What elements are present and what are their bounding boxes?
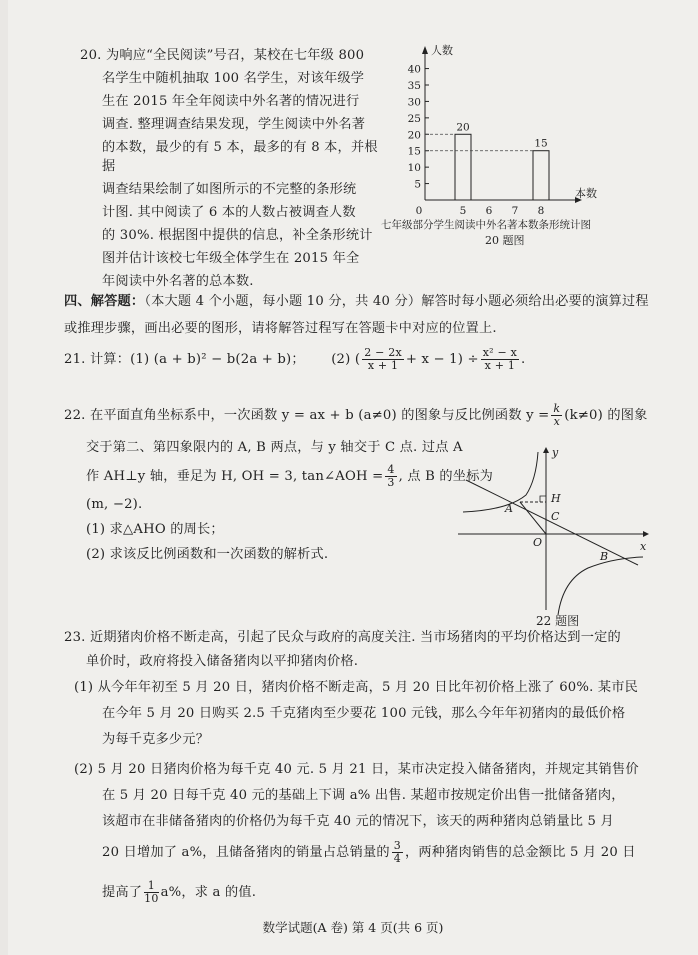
- y-tick-label: 40: [407, 63, 421, 76]
- q23-frac-3-4: [392, 840, 403, 865]
- q20-line: 名学生中随机抽取 100 名学生，对该年级学: [102, 71, 365, 86]
- q22-line: 交于第二、第四象限内的 A, B 两点，与 y 轴交于 C 点. 过点 A: [86, 440, 463, 455]
- q20-text: [80, 46, 390, 291]
- q23-part2: (2) 5 月 20 日猪肉价格为每千克 40 元. 5 月 21 日，某市决定投入储备猪肉，并规定其销售价: [74, 762, 639, 777]
- q23-text: [64, 628, 684, 908]
- q21: [64, 345, 684, 375]
- frac-denominator: 10: [144, 892, 159, 905]
- q22-figure: [448, 440, 658, 625]
- q20-line: 计图. 其中阅读了 6 本的人数占被调查人数: [102, 205, 356, 220]
- x-tick-label: 8: [537, 205, 545, 217]
- q20-line: 年阅读中外名著的总本数.: [102, 274, 254, 289]
- q21-frac2: [481, 347, 519, 372]
- section-4-instructions: [64, 292, 684, 338]
- section-4-text: 或推理步骤，画出必要的图形，请将解答过程写在答题卡中对应的位置上.: [64, 321, 497, 336]
- frac-numerator: 3: [393, 839, 401, 852]
- q22-line: 22. 在平面直角坐标系中，一次函数 y = ax + b (a≠0) 的图象与反比例函数 y =: [64, 408, 550, 423]
- q22-line: 作 AH⊥y 轴，垂足为 H, OH = 3, tan∠AOH =: [86, 469, 384, 484]
- q23-frac-1-10: [144, 880, 158, 905]
- q23-part2: 提高了: [102, 885, 143, 900]
- y-axis-arrow: [422, 46, 428, 54]
- q23-line: 23. 近期猪肉价格不断走高，引起了民众与政府的高度关注. 当市场猪肉的平均价格达到一定的: [64, 630, 621, 645]
- label-x: x: [640, 540, 647, 553]
- frac-numerator: 1: [144, 880, 158, 893]
- q23-part1: 为每千克多少元？: [102, 732, 210, 747]
- q22-k-frac: [551, 403, 562, 428]
- label-h: H: [551, 492, 561, 505]
- frac-denominator: 4: [393, 852, 401, 865]
- label-o: O: [533, 536, 543, 549]
- frac-numerator: 2 − 2x: [364, 346, 402, 359]
- q20-line: 调查结果绘制了如图所示的不完整的条形统: [102, 182, 357, 197]
- y-tick-label: 15: [407, 145, 421, 158]
- section-4-text: （本大题 4 个小题，每小题 10 分，共 40 分）解答时每小题必须给出必要的演算过程: [144, 294, 649, 309]
- q21-part1: 21. 计算：(1) (a + b)² − b(2a + b)；: [64, 352, 305, 367]
- frac-numerator: k: [553, 402, 561, 415]
- q20-bar-chart: [373, 40, 648, 250]
- q21-frac1: [362, 347, 404, 372]
- q21-part2-open: (2) (: [331, 352, 361, 367]
- y-axis-label: 人数: [431, 44, 453, 57]
- hyperbola-branch-lower-right: [558, 557, 643, 615]
- x-axis-label: 本数: [575, 187, 597, 200]
- chart-title: 七年级部分学生阅读中外名著本数条形统计图: [381, 219, 591, 231]
- q23-part2: 在 5 月 20 日每千克 40 元的基础上下调 a% 出售. 某超市按规定价出售一批储备猪肉，: [102, 788, 625, 803]
- q23-part2: ，两种猪肉销售的总金额比 5 月 20 日: [404, 845, 636, 860]
- frac-numerator: 4: [387, 463, 395, 476]
- chart-caption: 20 题图: [485, 234, 525, 247]
- right-angle-mark: [540, 496, 546, 502]
- q20-line: 图并估计该校七年级全体学生在 2015 年全: [102, 251, 360, 266]
- frac-denominator: 3: [387, 476, 395, 489]
- page-footer: 数学试题(A 卷) 第 4 页(共 6 页): [262, 920, 444, 935]
- bar-data-label: 15: [534, 137, 548, 150]
- label-b: B: [600, 550, 609, 563]
- label-y: y: [552, 446, 559, 459]
- q20-line: 的本数，最少的有 5 本，最多的有 8 本，并根据: [102, 140, 378, 174]
- frac-numerator: x² − x: [482, 346, 517, 359]
- section-4-heading: 四、解答题：: [64, 294, 145, 309]
- x-tick-label: 6: [485, 205, 493, 217]
- q22-line: (k≠0) 的图象: [564, 408, 648, 423]
- q23-line: 单价时，政府将投入储备猪肉以平抑猪肉价格.: [86, 654, 359, 669]
- q22-part2: (2) 求该反比例函数和一次函数的解析式.: [86, 547, 329, 562]
- q21-end: .: [520, 352, 526, 367]
- label-c: C: [551, 510, 560, 523]
- q23-part2: 该超市在非储备猪肉的价格仍为每千克 40 元的情况下，该天的两种猪肉总销量比 5 月: [102, 814, 614, 829]
- exam-page: [8, 0, 698, 955]
- y-tick-label: 10: [407, 162, 421, 175]
- q20-line: 20. 为响应“全民阅读”号召，某校在七年级 800: [80, 48, 365, 63]
- frac-denominator: x + 1: [484, 359, 516, 372]
- q23-part1: 在今年 5 月 20 日购买 2.5 千克猪肉至少要花 100 元钱，那么今年年初猪肉的最低价格: [102, 706, 626, 721]
- q21-part2-mid: + x − 1) ÷: [405, 352, 479, 367]
- y-tick-label: 20: [407, 129, 421, 142]
- label-a: A: [505, 502, 513, 515]
- q20-line: 生在 2015 年全年阅读中外名著的情况进行: [102, 94, 360, 109]
- q22-line: , 点 B 的坐标为: [398, 469, 493, 484]
- q22-tan-frac: [385, 464, 396, 489]
- frac-denominator: x + 1: [367, 359, 399, 372]
- bar-8: [533, 151, 549, 200]
- q20-line: 调查. 整理调查结果发现，学生阅读中外名著: [102, 117, 366, 132]
- x-tick-label: 0: [415, 205, 423, 217]
- q22-part1: (1) 求△AHO 的周长；: [86, 522, 224, 537]
- y-tick-label: 5: [414, 178, 421, 191]
- hyperbola-branch-upper-left: [463, 452, 538, 512]
- x-tick-label: 7: [511, 205, 519, 217]
- bar-5: [455, 134, 471, 200]
- q22-line: (m, −2).: [86, 497, 143, 512]
- bar-data-label: 20: [456, 121, 470, 134]
- y-tick-label: 25: [407, 112, 421, 125]
- q23-part1: (1) 从今年年初至 5 月 20 日，猪肉价格不断走高，5 月 20 日比年初价格上涨了 60%. 某市民: [74, 680, 639, 695]
- q20-line: 的 30%. 根据图中提供的信息，补全条形统计: [102, 228, 373, 243]
- q23-part2: 20 日增加了 a%，且储备猪肉的销量占总销量的: [102, 845, 390, 860]
- q23-part2: a%，求 a 的值.: [160, 885, 257, 900]
- x-tick-label: 5: [459, 205, 467, 217]
- frac-denominator: x: [553, 415, 561, 428]
- y-tick-label: 35: [407, 80, 421, 92]
- y-tick-label: 30: [407, 96, 421, 109]
- q22-figure-caption: 22 题图: [536, 614, 580, 628]
